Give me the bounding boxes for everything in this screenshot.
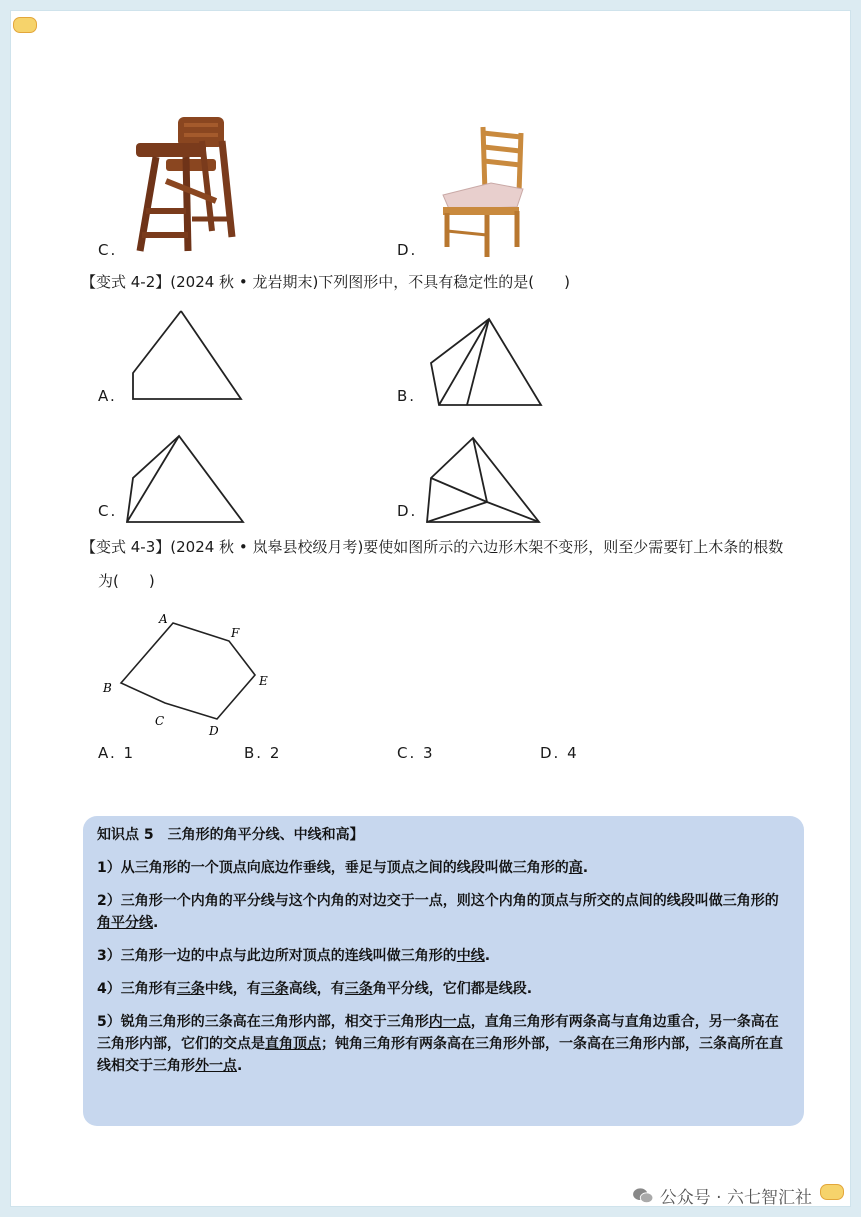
question-4-3-text: 【变式 4-3】(2024 秋 • 岚皋县校级月考)要使如图所示的六边形木架不变形，则至少需要钉上木条的根数 xyxy=(81,538,784,556)
wechat-icon xyxy=(632,1187,654,1205)
footer-text: 公众号 · 六七智汇社 xyxy=(659,1188,812,1208)
option-c2-label: C. xyxy=(98,502,118,520)
corner-sticker-icon xyxy=(13,17,37,33)
choice-b: B. 2 xyxy=(244,744,282,762)
choice-d: D. 4 xyxy=(540,744,579,762)
knowledge-line-5: 5）锐角三角形的三条高在三角形内部，相交于三角形内一点，直角三角形有两条高与直角边重合，另一条高在三角形内部，它们的交点是直角顶点；钝角三角形有两条高在三角形外部，一条高在三角形内部，三条高所在直线相交于三角形外一点. xyxy=(97,1014,783,1074)
knowledge-line-3: 3）三角形一边的中点与此边所对顶点的连线叫做三角形的中线. xyxy=(97,948,491,964)
question-4-2-text: 【变式 4-2】(2024 秋 • 龙岩期末)下列图形中，不具有稳定性的是( ) xyxy=(81,273,571,291)
choice-a: A. 1 xyxy=(98,744,136,762)
figure-a-quadrilateral xyxy=(121,303,251,403)
question-4-3-text-cont: 为( ) xyxy=(98,572,155,590)
knowledge-title: 知识点 5 三角形的角平分线、中线和高】 xyxy=(97,827,364,843)
choice-c: C. 3 xyxy=(397,744,435,762)
vertex-f-label: F xyxy=(231,626,240,640)
option-d2-label: D. xyxy=(397,502,418,520)
option-d-label: D. xyxy=(397,241,418,259)
figure-d-triangulated xyxy=(421,426,551,526)
figure-b-triangulated xyxy=(421,309,551,409)
corner-sticker-icon-bottom xyxy=(820,1184,844,1200)
knowledge-line-1: 1）从三角形的一个顶点向底边作垂线，垂足与顶点之间的线段叫做三角形的高. xyxy=(97,860,589,876)
option-b-label: B. xyxy=(397,387,417,405)
option-a-label: A. xyxy=(98,387,117,405)
vertex-e-label: E xyxy=(259,674,268,688)
vertex-c-label: C xyxy=(155,714,165,728)
option-c-label: C. xyxy=(98,241,118,259)
knowledge-line-2: 2）三角形一个内角的平分线与这个内角的对边交于一点，则这个内角的顶点与所交的点间的线段叫做三角形的角平分线. xyxy=(97,893,779,931)
hexagon-figure xyxy=(91,601,291,736)
figure-c-triangulated xyxy=(121,426,251,526)
high-chair-image xyxy=(126,111,246,261)
knowledge-point-box xyxy=(83,816,804,1126)
chair-image xyxy=(431,123,531,263)
footer-watermark xyxy=(632,1183,812,1208)
document-page xyxy=(10,10,851,1207)
knowledge-line-4: 4）三角形有三条中线，有三条高线，有三条角平分线，它们都是线段. xyxy=(97,981,533,997)
vertex-a-label: A xyxy=(159,612,168,626)
vertex-d-label: D xyxy=(209,724,219,736)
vertex-b-label: B xyxy=(103,681,112,695)
